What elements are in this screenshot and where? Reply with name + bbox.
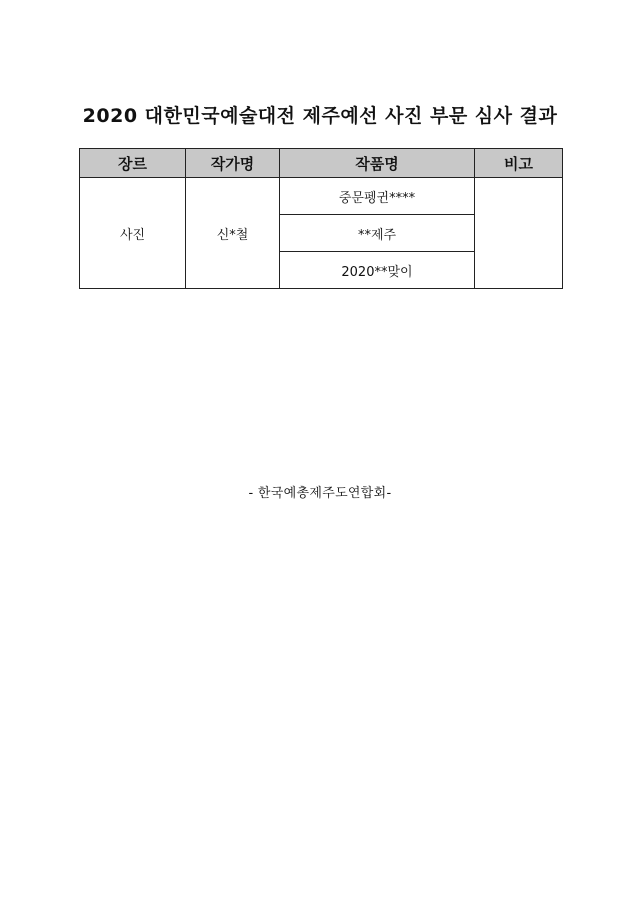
header-work-title: 작품명 <box>280 149 475 178</box>
cell-work-title: 2020**맞이 <box>280 252 475 289</box>
cell-remarks <box>475 178 563 289</box>
cell-genre: 사진 <box>80 178 186 289</box>
document-title: 2020 대한민국예술대전 제주예선 사진 부문 심사 결과 <box>82 105 558 127</box>
organization-footer: - 한국예총제주도연합회- <box>248 486 392 501</box>
result-table <box>79 148 563 289</box>
header-remarks: 비고 <box>475 149 563 178</box>
header-genre: 장르 <box>80 149 186 178</box>
table-row <box>80 178 563 215</box>
cell-work-title: **제주 <box>280 215 475 252</box>
cell-author: 신*철 <box>186 178 280 289</box>
header-author: 작가명 <box>186 149 280 178</box>
cell-work-title: 중문펭귄**** <box>280 178 475 215</box>
table-header-row <box>80 149 563 178</box>
